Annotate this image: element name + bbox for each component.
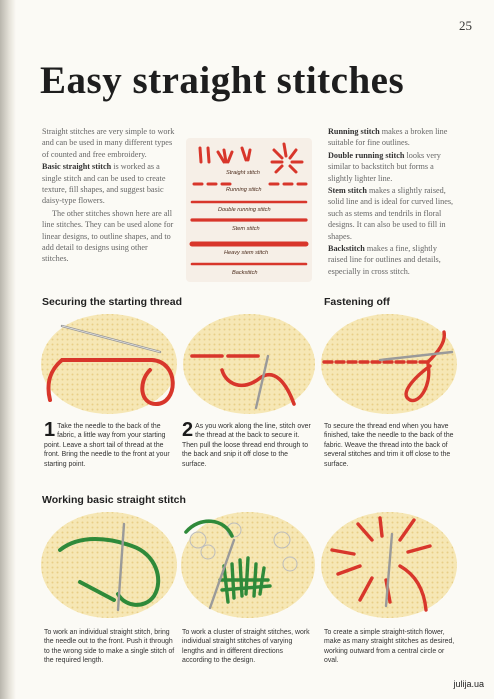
sample-label-backstitch: Backstitch: [232, 270, 258, 276]
caption-step-1: 1 Take the needle to the back of the fabric, a little way from your starting point. Leave a short tail of thread at the front. Bring the needle to the front at your starting point.: [44, 419, 170, 468]
sample-label-straight: Straight stitch: [226, 170, 260, 176]
term-basic-straight-stitch: Basic straight stitch: [42, 162, 112, 172]
heading-securing-thread: Securing the starting thread: [42, 296, 183, 308]
definitions-column: [328, 126, 458, 278]
sample-label-running: Running stitch: [226, 187, 262, 193]
caption-straight-stitch-flower: To create a simple straight-stitch flower, make as many straight stitches as desired, working outward from a central circle or oval.: [324, 629, 455, 665]
heading-working-straight-stitch: Working basic straight stitch: [42, 494, 186, 506]
illustration-fastening-off: [320, 312, 458, 416]
sample-label-stem: Stem stitch: [232, 226, 260, 232]
illustration-single-straight-stitch: [40, 510, 178, 620]
watermark-site: julija.ua: [453, 679, 484, 689]
caption-step-2: 2 As you work along the line, stitch over the thread at the back to secure it. Then pull the loose thread end through to the back and snip it off close to the surface.: [182, 419, 311, 468]
definition-backstitch: Backstitch makes a fine, slightly raised line for outlines and details, especially in cross stitch.: [328, 244, 441, 276]
heading-fastening-off: Fastening off: [324, 296, 390, 308]
illustration-straight-stitch-flower: [320, 510, 458, 620]
intro-paragraph-1: Straight stitches are very simple to work and can be used in many different types of counted and free embroidery.: [42, 127, 175, 159]
stitch-sample-graphic: [186, 138, 312, 282]
caption-single-straight-stitch: To work an individual straight stitch, bring the needle out to the front. Push it through to the wrong side to make a single stitch of the required length.: [44, 629, 175, 665]
illustration-straight-stitch-cluster: [180, 510, 316, 620]
caption-straight-stitch-cluster: To work a cluster of straight stitches, work individual straight stitches of varying lengths and in different directions according to the design.: [182, 629, 310, 665]
step-number-1: 1: [44, 419, 56, 441]
step-number-2: 2: [182, 419, 194, 441]
caption-fastening-off: To secure the thread end when you have finished, take the needle to the back of the fabric. Weave the thread into the back of several stitches and trim it off close to the surface.: [324, 423, 454, 468]
page-title: Easy straight stitches: [40, 59, 405, 102]
sample-label-double-running: Double running stitch: [218, 207, 271, 213]
illustration-start-thread-step1: [40, 312, 178, 416]
definition-double-running: Double running stitch looks very similar to backstitch but forms a slightly lighter line.: [328, 150, 441, 183]
page-number: 25: [459, 18, 472, 33]
intro-paragraph-2: Basic straight stitch is worked as a single stitch and can be used to create texture, fill shapes, and suggest basic daisy-type flowers.: [42, 162, 166, 206]
intro-paragraph-3: The other stitches shown here are all line stitches. They can be used alone for linear designs, to outline shapes, and to add detail to designs using other stitches.: [42, 208, 174, 264]
stitch-sample-swatch: [186, 138, 312, 282]
definition-stem: Stem stitch makes a slightly raised, solid line and is ideal for curved lines, such as stems and tendrils in floral designs. It can also be used to fill in shapes.: [328, 186, 454, 241]
illustration-start-thread-step2: [182, 312, 316, 416]
intro-column: [42, 126, 175, 266]
book-spine-shadow: [0, 0, 16, 699]
definition-running: Running stitch makes a broken line suitable for fine outlines.: [328, 127, 448, 148]
sample-label-heavy-stem: Heavy stem stitch: [224, 250, 269, 256]
